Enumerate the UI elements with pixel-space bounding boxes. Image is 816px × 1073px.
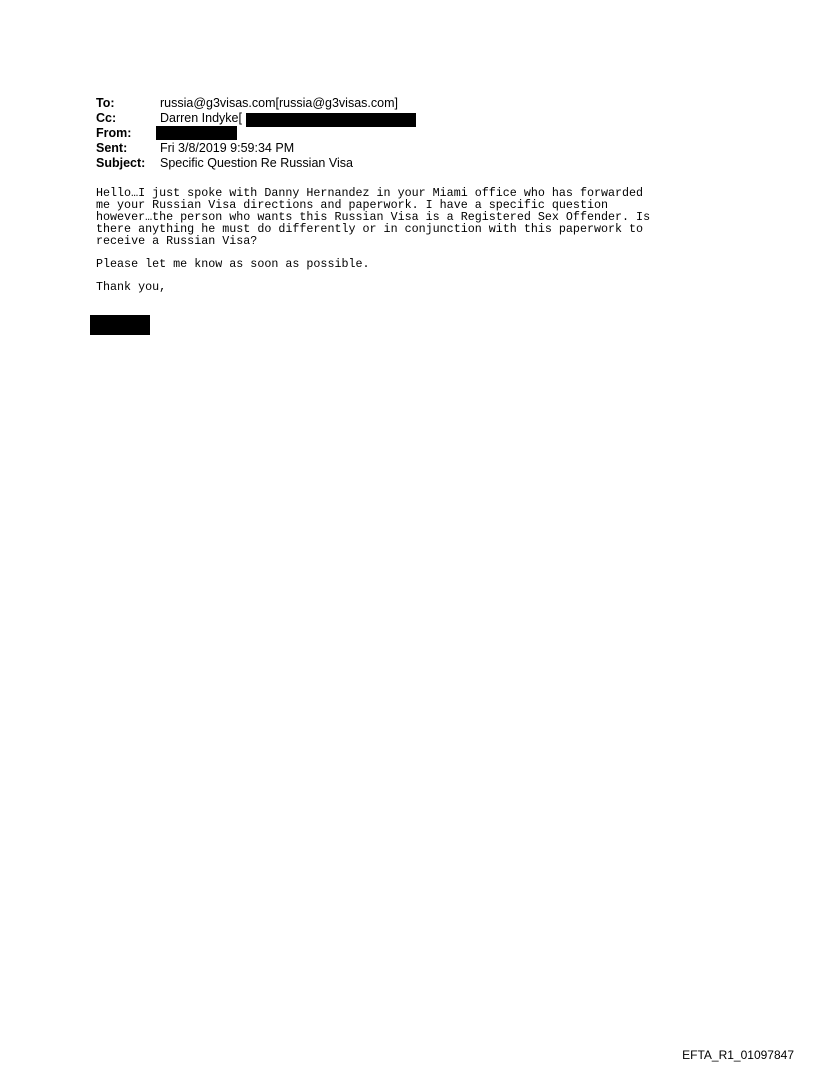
subject-value: Specific Question Re Russian Visa <box>160 156 353 170</box>
from-label: From: <box>96 126 132 140</box>
cc-redaction <box>246 113 416 127</box>
closing-line: Thank you, <box>96 280 167 294</box>
to-value: russia@g3visas.com[russia@g3visas.com] <box>160 96 398 110</box>
sent-value: Fri 3/8/2019 9:59:34 PM <box>160 141 295 155</box>
document-id: EFTA_R1_01097847 <box>682 1048 794 1062</box>
cc-label: Cc: <box>96 111 117 125</box>
sent-label: Sent: <box>96 141 128 155</box>
from-redaction <box>156 126 237 140</box>
subject-label: Subject: <box>96 156 146 170</box>
cc-value: Darren Indyke[ <box>160 111 242 125</box>
body-paragraph-1: Hello…I just spoke with Danny Hernandez in your Miami office who has forwarded me your Russian Visa directions and paperwork. I have a specific question however…the person who wants this Russian Visa is a Registered Sex Offender. Is there anything he must do differently or in conjunction with this paperwork to receive a Russian Visa? <box>96 186 651 248</box>
email-body <box>96 187 756 293</box>
to-label: To: <box>96 96 115 110</box>
signature-redaction <box>90 315 150 335</box>
body-paragraph-2: Please let me know as soon as possible. <box>96 257 370 271</box>
